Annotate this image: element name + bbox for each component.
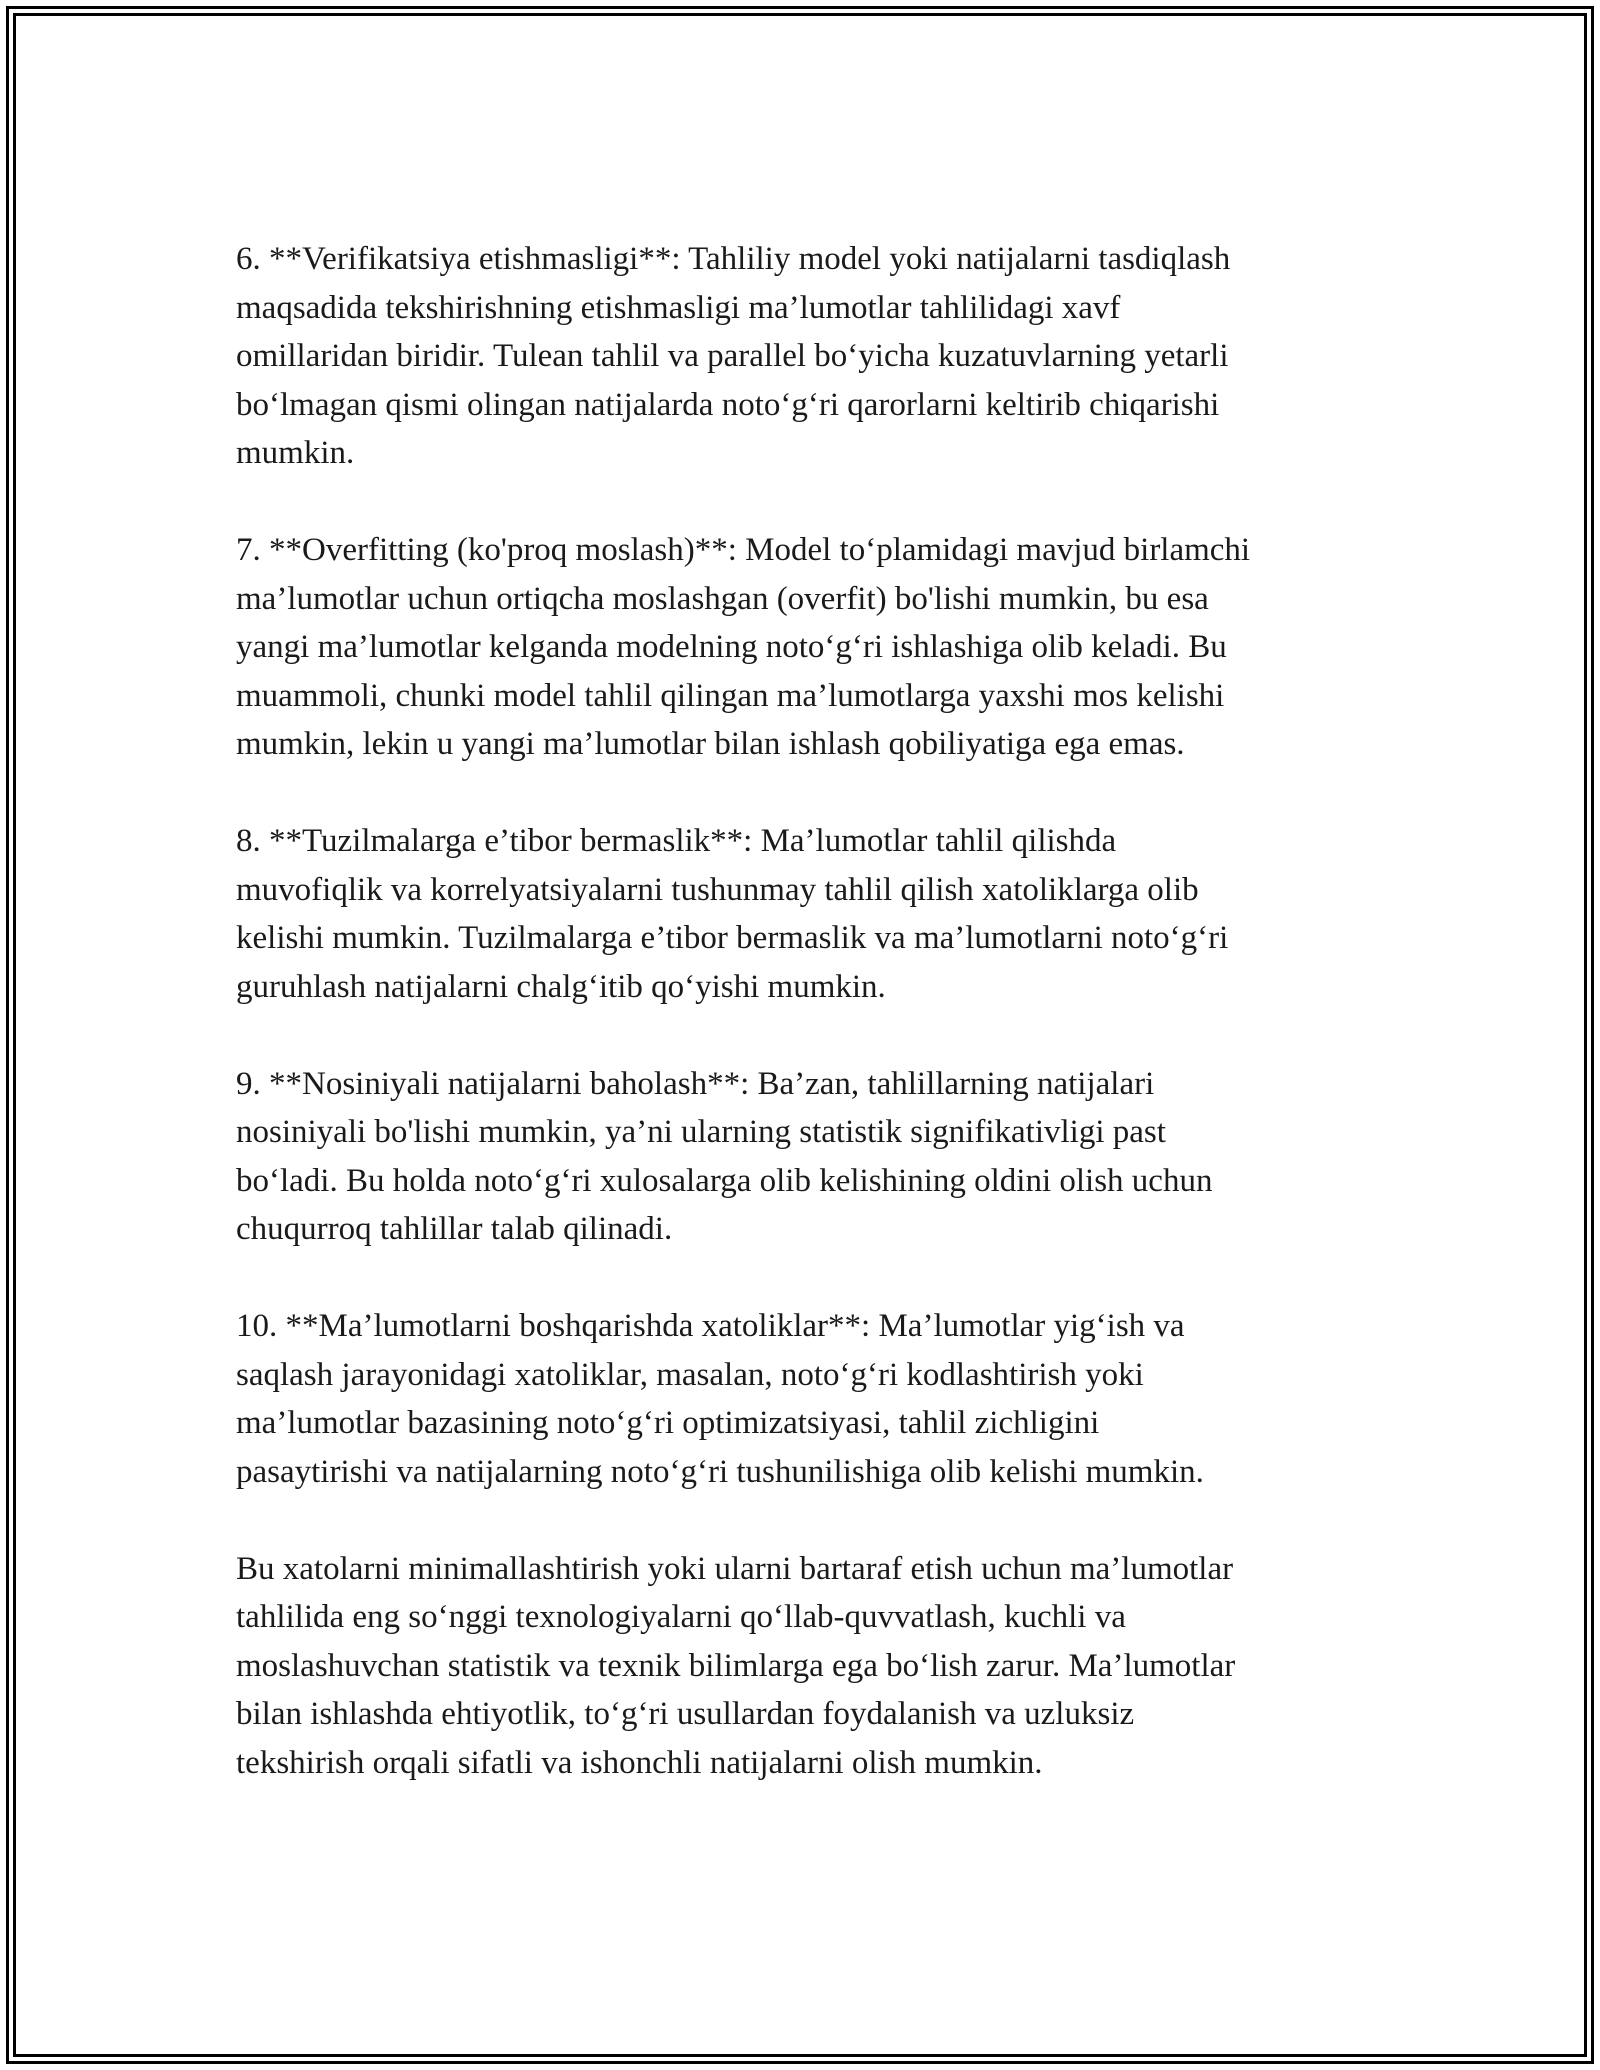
paragraph-tuzilmalar: 8. **Tuzilmalarga e’tibor bermaslik**: Ma’lumotlar tahlil qilishda muvofiqlik va korrelyatsiyalarni tushunmay tahlil qilish xatoliklarga olib kelishi mumkin. Tuzilmalarga e’tibor bermaslik va ma’lumotlarni noto‘g‘ri guruhlash natijalarni chalg‘itib qo‘yishi mumkin.	[236, 823, 1229, 1005]
paragraph-verifikatsiya: 6. **Verifikatsiya etishmasligi**: Tahliliy model yoki natijalarni tasdiqlash maqsadida tekshirishning etishmasligi ma’lumotlar tahlilidagi xavf omillaridan biridir. Tulean tahlil va parallel bo‘yicha kuzatuvlarning yetarli bo‘lmagan qismi olingan natijalarda noto‘g‘ri qarorlarni keltirib chiqarishi mumkin.	[236, 241, 1231, 471]
paragraph-nosiniyali: 9. **Nosiniyali natijalarni baholash**: Ba’zan, tahlillarning natijalari nosiniyali bo'lishi mumkin, ya’ni ularning statistik signifikativligi past bo‘ladi. Bu holda noto‘g‘ri xulosalarga olib kelishining oldini olish uchun chuqurroq tahlillar talab qilinadi.	[236, 1065, 1213, 1247]
paragraph-conclusion: Bu xatolarni minimallashtirish yoki ularni bartaraf etish uchun ma’lumotlar tahlilida eng so‘nggi texnologiyalarni qo‘llab-quvvatlash, kuchli va moslashuvchan statistik va texnik bilimlarga ega bo‘lish zarur. Ma’lumotlar bilan ishlashda ehtiyotlik, to‘g‘ri usullardan foydalanish va uzluksiz tekshirish orqali sifatli va ishonchli natijalarni olish mumkin.	[236, 1550, 1236, 1781]
paragraph-boshqarish: 10. **Ma’lumotlarni boshqarishda xatoliklar**: Ma’lumotlar yig‘ish va saqlash jarayonidagi xatoliklar, masalan, noto‘g‘ri kodlashtirish yoki ma’lumotlar bazasining noto‘g‘ri optimizatsiyasi, tahlil zichligini pasaytirishi va natijalarning noto‘g‘ri tushunilishiga olib kelishi mumkin.	[236, 1308, 1204, 1490]
paragraph-overfitting: 7. **Overfitting (ko'proq moslash)**: Model to‘plamidagi mavjud birlamchi ma’lumotlar uchun ortiqcha moslashgan (overfit) bo'lishi mumkin, bu esa yangi ma’lumotlar kelganda modelning noto‘g‘ri ishlashiga olib keladi. Bu muammoli, chunki model tahlil qilingan ma’lumotlarga yaxshi mos kelishi mumkin, lekin u yangi ma’lumotlar bilan ishlash qobiliyatiga ega emas.	[236, 532, 1251, 762]
document-body	[236, 235, 1386, 1787]
